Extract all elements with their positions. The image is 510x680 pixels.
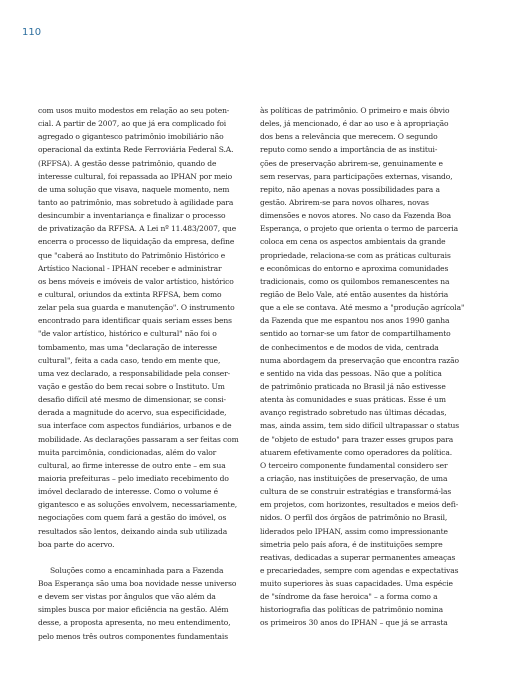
text-line: de patrimônio praticada no Brasil já não estivesse (260, 381, 446, 391)
text-line: às políticas de patrimônio. O primeiro e mais óbvio (260, 106, 450, 115)
text-line: repito, não apenas a novas possibilidades para a (260, 184, 440, 194)
text-line: da Fazenda que me espantou nos anos 1990 ganha (260, 316, 450, 326)
text-line: operacional da extinta Rede Ferroviária Federal S.A. (38, 145, 234, 155)
text-line: que a ele se contava. Até mesmo a "produção agrícola" (260, 303, 465, 313)
text-line: região de Belo Vale, até então ausentes da história (260, 289, 449, 299)
text-line: cial. A partir de 2007, ao que já era complicado foi (38, 119, 227, 129)
text-line: reputo como sendo a importância de as institui- (260, 145, 438, 155)
text-line: a criação, nas instituições de preservação, de uma (260, 473, 448, 483)
text-line: agregado o gigantesco patrimônio imobiliário não (38, 132, 224, 142)
text-line: tanto ao patrimônio, mas sobretudo à agilidade para (38, 197, 234, 207)
text-line: e cultural, oriundos da extinta RFFSA, bem como (38, 289, 222, 299)
text-line: e devem ser vistas por ângulos que vão além da (38, 592, 216, 602)
text-line: resultados são lentos, deixando ainda sub utilizada (38, 526, 228, 536)
text-line: simples busca por maior eficiência na gestão. Além (38, 605, 229, 615)
text-line: de conhecimentos e de modos de vida, centrada (260, 342, 439, 352)
text-line: simetria pelo país afora, é de instituições sempre (260, 539, 443, 549)
text-line: os primeiros 30 anos do IPHAN – que já se arrasta (260, 618, 448, 628)
text-line: gestão. Abrirem-se para novos olhares, novas (260, 197, 429, 207)
text-line: numa abordagem da preservação que encontra razão (260, 355, 459, 365)
text-line: muito superiores às suas capacidades. Uma espécie (260, 579, 453, 589)
text-line: propriedade, relaciona-se com as práticas culturais (260, 250, 451, 260)
left-column (38, 104, 254, 643)
text-line: gigantesco e as soluções envolvem, necessariamente, (38, 500, 238, 510)
text-line: e sentido na vida das pessoas. Não que a política (260, 368, 442, 378)
text-line: Boa Esperança são uma boa novidade nesse universo (38, 579, 237, 589)
text-line: boa parte do acervo. (38, 539, 115, 549)
text-line: O terceiro componente fundamental considero ser (260, 460, 448, 470)
text-line: Soluções como a encaminhada para a Fazenda (50, 565, 224, 575)
paragraph-gap (38, 551, 254, 564)
text-line: dos bens a relevância que merecem. O segundo (260, 132, 438, 142)
text-line: derada a magnitude do acervo, sua especificidade, (38, 408, 227, 418)
text-line: atenta às comunidades e suas práticas. Esse é um (260, 395, 446, 405)
text-line: cultural, ao firme interesse de outro ente – em sua (38, 460, 226, 470)
text-line: desincumbir a inventariança e finalizar o processo (38, 211, 226, 221)
text-line: uma vez declarado, a responsabilidade pela conser- (38, 368, 231, 378)
text-line: encerra o processo de liquidação da empresa, define (38, 237, 235, 247)
text-line: avanço registrado sobretudo nas últimas décadas, (260, 408, 447, 418)
text-line: ções de preservação abrirem-se, genuinamente e (260, 158, 443, 168)
text-line: os bens móveis e imóveis de valor artístico, histórico (38, 276, 234, 286)
text-line: vação e gestão do bem recai sobre o Instituto. Um (38, 381, 225, 391)
text-line: de privatização da RFFSA. A Lei nº 11.483/2007, que (38, 224, 237, 234)
text-line: Artístico Nacional - IPHAN receber e administrar (38, 263, 222, 273)
text-line: que "caberá ao Instituto do Patrimônio Histórico e (38, 250, 226, 260)
page-number: 110 (22, 27, 42, 38)
text-line: interesse cultural, foi repassada ao IPHAN por meio (38, 171, 233, 181)
text-line: muita parcimônia, condicionadas, além do valor (38, 447, 217, 457)
text-line: deles, já mencionado, é dar ao uso e à apropriação (260, 119, 449, 129)
text-line: tradicionais, como os quilombos remanescentes na (260, 276, 450, 286)
text-line: atuarem efetivamente como operadores da política. (260, 447, 452, 457)
text-line: tombamento, mas uma "declaração de interesse (38, 342, 217, 352)
text-line: imóvel declarado de interesse. Como o volume é (38, 487, 218, 497)
text-line: nidos. O perfil dos órgãos de patrimônio no Brasil, (260, 513, 448, 523)
text-line: historiografia das políticas de patrimônio nomina (260, 605, 444, 615)
text-line: de "objeto de estudo" para trazer esses grupos para (260, 434, 454, 444)
text-line: sentido ao tornar-se um fator de compartilhamento (260, 329, 451, 339)
text-line: zelar pela sua guarda e manutenção". O instrumento (38, 303, 235, 313)
text-line: (RFFSA). A gestão desse patrimônio, quando de (38, 158, 217, 168)
text-line: cultura de se construir estratégias e transformá-las (260, 487, 452, 497)
text-line: liderados pelo IPHAN, assim como impressionante (260, 526, 448, 536)
text-line: negociações com quem fará a gestão do imóvel, os (38, 513, 227, 523)
text-line: mas, ainda assim, tem sido difícil ultrapassar o status (260, 421, 459, 431)
text-line: em projetos, com horizontes, resultados e meios defi- (260, 500, 459, 510)
text-line: sua interface com aspectos fundiários, urbanos e de (38, 421, 232, 431)
text-line: coloca em cena os aspectos ambientais da grande (260, 237, 446, 247)
text-line: reativas, dedicadas a superar permanentes ameaças (260, 552, 456, 562)
text-line: e econômicas do entorno e aproxima comunidades (260, 263, 449, 273)
text-line: "de valor artístico, histórico e cultural" não foi o (38, 329, 217, 339)
text-line: e precariedades, sempre com agendas e expectativas (260, 565, 459, 575)
text-line: desafio difícil até mesmo de dimensionar, se consi- (38, 395, 226, 405)
text-line: maioria prefeituras – pelo imediato recebimento do (38, 473, 229, 483)
text-line: desse, a proposta apresenta, no meu entendimento, (38, 618, 231, 628)
text-line: cultural", feita a cada caso, tendo em mente que, (38, 355, 221, 365)
text-line: sem reservas, para participações externas, visando, (260, 171, 453, 181)
text-line: mobilidade. As declarações passaram a ser feitas com (38, 434, 239, 444)
text-line: encontrado para identificar quais seriam esses bens (38, 316, 232, 326)
text-line: de "síndrome da fase heroica" – a forma como a (260, 592, 438, 602)
text-line: pelo menos três outros componentes fundamentais (38, 631, 228, 641)
text-line: de uma solução que visava, naquele momento, nem (38, 184, 230, 194)
text-line: Esperança, o projeto que orienta o termo de parceria (260, 224, 459, 234)
text-line: dimensões e novos atores. No caso da Fazenda Boa (260, 211, 451, 221)
text-line: com usos muito modestos em relação ao seu poten- (38, 106, 230, 115)
right-column (260, 104, 476, 630)
